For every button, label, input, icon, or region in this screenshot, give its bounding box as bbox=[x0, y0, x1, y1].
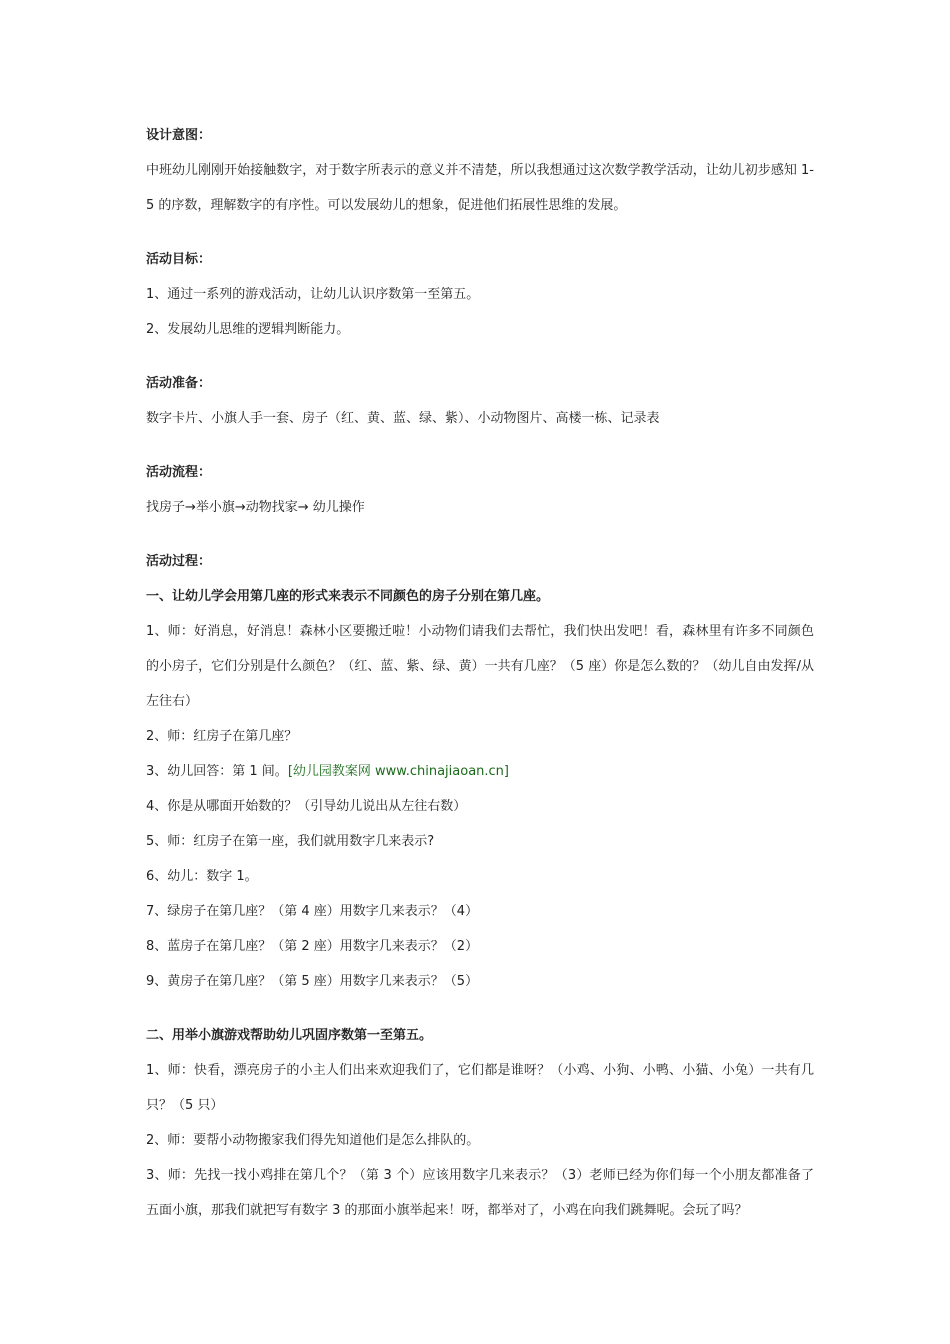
spacer bbox=[146, 347, 814, 366]
document-content bbox=[146, 118, 814, 1228]
section1-item: 1、师：好消息，好消息！森林小区要搬迁啦！小动物们请我们去帮忙，我们快出发吧！看，森林里有许多不同颜色的小房子，它们分别是什么颜色？（红、蓝、紫、绿、黄）一共有几座？（5 座）你是怎么数的？（幼儿自由发挥/从左往右） bbox=[146, 624, 814, 709]
spacer bbox=[146, 436, 814, 455]
spacer bbox=[146, 999, 814, 1018]
section1-item: 8、蓝房子在第几座？（第 2 座）用数字几来表示？（2） bbox=[146, 939, 479, 954]
section1-item: 9、黄房子在第几座？（第 5 座）用数字几来表示？（5） bbox=[146, 974, 479, 989]
section1-item3-text: 3、幼儿回答：第 1 间。 bbox=[146, 764, 288, 779]
section2-item: 2、师：要帮小动物搬家我们得先知道他们是怎么排队的。 bbox=[146, 1133, 480, 1148]
source-link[interactable]: [幼儿园教案网 www.chinajiaoan.cn] bbox=[287, 764, 509, 779]
design-intent-text: 中班幼儿刚刚开始接触数字，对于数字所表示的意义并不清楚，所以我想通过这次数学教学活动，让幼儿初步感知 1-5 的序数，理解数字的有序性。可以发展幼儿的想象，促进他们拓展性思维的发展。 bbox=[146, 163, 814, 213]
design-intent-heading: 设计意图： bbox=[146, 128, 212, 143]
spacer bbox=[146, 223, 814, 242]
preparation-heading: 活动准备： bbox=[146, 376, 212, 391]
section1-item: 4、你是从哪面开始数的？（引导幼儿说出从左往右数） bbox=[146, 799, 467, 814]
goal-item: 2、发展幼儿思维的逻辑判断能力。 bbox=[146, 322, 350, 337]
section1-item: 5、师：红房子在第一座，我们就用数字几来表示? bbox=[146, 834, 435, 849]
section2-title: 二、用举小旗游戏帮助幼儿巩固序数第一至第五。 bbox=[146, 1028, 433, 1043]
section1-item: 6、幼儿：数字 1。 bbox=[146, 869, 258, 884]
spacer bbox=[146, 525, 814, 544]
goals-heading: 活动目标： bbox=[146, 252, 212, 267]
preparation-text: 数字卡片、小旗人手一套、房子（红、黄、蓝、绿、紫）、小动物图片、高楼一栋、记录表 bbox=[146, 411, 660, 426]
process-heading: 活动过程： bbox=[146, 554, 212, 569]
section1-item bbox=[146, 754, 814, 789]
goal-item: 1、通过一系列的游戏活动，让幼儿认识序数第一至第五。 bbox=[146, 287, 480, 302]
section1-item: 7、绿房子在第几座？（第 4 座）用数字几来表示？（4） bbox=[146, 904, 479, 919]
section1-title: 一、让幼儿学会用第几座的形式来表示不同颜色的房子分别在第几座。 bbox=[146, 589, 550, 604]
section2-item: 3、师：先找一找小鸡排在第几个？（第 3 个）应该用数字几来表示？（3）老师已经为你们每一个小朋友都准备了五面小旗，那我们就把写有数字 3 的那面小旗举起来！呀，都举对了，小鸡在向我们跳舞呢。会玩了吗？ bbox=[146, 1168, 814, 1218]
section1-item: 2、师：红房子在第几座？ bbox=[146, 729, 298, 744]
section2-item: 1、师：快看，漂亮房子的小主人们出来欢迎我们了，它们都是谁呀？（小鸡、小狗、小鸭、小猫、小兔）一共有几只？（5 只） bbox=[146, 1063, 814, 1113]
flow-text: 找房子→举小旗→动物找家→ 幼儿操作 bbox=[146, 500, 365, 515]
flow-heading: 活动流程： bbox=[146, 465, 212, 480]
